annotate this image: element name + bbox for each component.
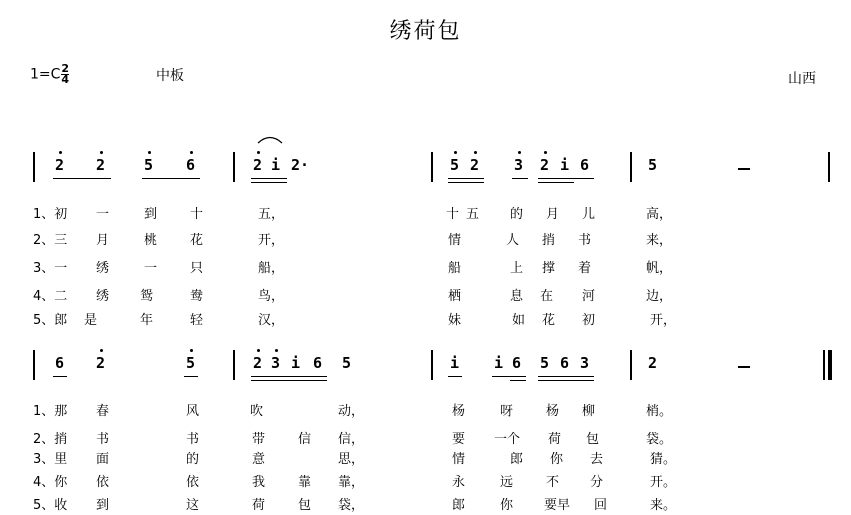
note: 5 [540, 354, 550, 372]
note: 2 [470, 156, 480, 174]
lyric: 的 [186, 452, 200, 467]
note: i [494, 354, 504, 372]
lyric: 荷 [252, 498, 266, 513]
lyric: 一个 [494, 432, 521, 447]
lyric: 汉， [258, 313, 285, 328]
note: 5 [450, 156, 460, 174]
lyric: 栖 [448, 289, 462, 304]
note: 6 [313, 354, 323, 372]
note: 6 [186, 156, 196, 174]
note: 5 [342, 354, 352, 372]
high-dot [190, 151, 193, 154]
lyric: 3、里 [33, 452, 68, 467]
lyric: 息 [510, 289, 524, 304]
note: 2 [540, 156, 550, 174]
barline [828, 152, 830, 182]
dash [738, 168, 750, 170]
lyric: 到 [96, 498, 110, 513]
note: 6 [580, 156, 590, 174]
note: 2 [96, 354, 106, 372]
lyric: 猜。 [650, 452, 677, 467]
lyric: 去 [590, 452, 604, 467]
high-dot [148, 151, 151, 154]
barline [233, 350, 235, 380]
barline [630, 350, 632, 380]
lyric: 书 [186, 432, 200, 447]
note: i [560, 156, 570, 174]
note: 2 [253, 354, 263, 372]
lyric: 远 [500, 475, 514, 490]
lyric: 荷 [548, 432, 562, 447]
high-dot [544, 151, 547, 154]
lyric: 只 [190, 261, 204, 276]
notation-row-2 [0, 346, 851, 386]
lyric: 4、二 [33, 289, 68, 304]
lyric: 杨 [546, 404, 560, 419]
lyric: 年 [140, 313, 154, 328]
lyric: 要 [452, 432, 466, 447]
lyric: 鸯 [190, 289, 204, 304]
note: 2 [253, 156, 263, 174]
lyric: 永 [452, 475, 466, 490]
lyric: 船， [258, 261, 285, 276]
lyric: 如 [512, 313, 526, 328]
lyric: 我 [252, 475, 266, 490]
lyric: 桃 [144, 233, 158, 248]
high-dot [257, 349, 260, 352]
lyric: 1、初 [33, 207, 68, 222]
note: 6 [512, 354, 522, 372]
lyric: 月 [546, 207, 560, 222]
lyric: 3、一 [33, 261, 68, 276]
lyric: 呀 [500, 404, 514, 419]
note: i [271, 156, 281, 174]
lyric: 郎 [510, 452, 524, 467]
lyric: 来， [646, 233, 673, 248]
lyric: 信， [338, 432, 365, 447]
lyric: 五 [466, 207, 480, 222]
note: 3 [514, 156, 524, 174]
lyric: 依 [96, 475, 110, 490]
barline [233, 152, 235, 182]
lyric: 包 [298, 498, 312, 513]
lyric: 情 [448, 233, 462, 248]
underline [538, 380, 594, 381]
lyric: 不 [546, 475, 560, 490]
lyric: 花 [190, 233, 204, 248]
lyric: 梢。 [646, 404, 673, 419]
underline [510, 380, 526, 381]
lyric: 帆， [646, 261, 673, 276]
lyric: 是 [84, 313, 98, 328]
lyric: 十 [190, 207, 204, 222]
lyric: 到 [144, 207, 158, 222]
lyric: 春 [96, 404, 110, 419]
lyric: 开， [650, 313, 677, 328]
time-denominator: 4 [61, 73, 70, 86]
lyric: 人 [506, 233, 520, 248]
key-text: 1=C [30, 66, 61, 83]
lyric: 鸳 [140, 289, 154, 304]
barline [630, 152, 632, 182]
lyric: 动， [338, 404, 365, 419]
lyric: 一 [96, 207, 110, 222]
high-dot [257, 151, 260, 154]
lyric: 袋。 [646, 432, 673, 447]
lyric: 来。 [650, 498, 677, 513]
underline [184, 376, 198, 377]
lyric: 月 [96, 233, 110, 248]
note: 6 [55, 354, 65, 372]
lyric: 靠， [338, 475, 365, 490]
lyric: 吹 [250, 404, 264, 419]
lyric: 书 [96, 432, 110, 447]
lyric: 包 [586, 432, 600, 447]
underline [251, 380, 327, 381]
lyric: 分 [590, 475, 604, 490]
high-dot [275, 349, 278, 352]
high-dot [59, 151, 62, 154]
lyric: 在 [540, 289, 554, 304]
note: 3 [271, 354, 281, 372]
lyric: 2、三 [33, 233, 68, 248]
lyric: 初 [582, 313, 596, 328]
lyric: 你 [550, 452, 564, 467]
underline [251, 376, 327, 377]
final-barline-thick [828, 350, 832, 380]
lyric: 带 [252, 432, 266, 447]
note: 6 [560, 354, 570, 372]
note: 2 [648, 354, 658, 372]
lyric: 你 [500, 498, 514, 513]
tie-slur [257, 134, 283, 144]
underline [538, 376, 594, 377]
note: i [291, 354, 301, 372]
lyric: 信 [298, 432, 312, 447]
underline [448, 182, 484, 183]
lyric: 4、你 [33, 475, 68, 490]
lyric: 轻 [190, 313, 204, 328]
lyric: 绣 [96, 289, 110, 304]
lyric: 十 [446, 207, 460, 222]
lyric: 绣 [96, 261, 110, 276]
underline [538, 182, 574, 183]
lyric: 捎 [542, 233, 556, 248]
note: 5 [144, 156, 154, 174]
lyric: 5、郎 [33, 313, 68, 328]
lyric: 开。 [650, 475, 677, 490]
lyric: 船 [448, 261, 462, 276]
lyric: 鸟， [258, 289, 285, 304]
note: 3 [580, 354, 590, 372]
lyric: 开， [258, 233, 285, 248]
lyric: 花 [542, 313, 556, 328]
high-dot [474, 151, 477, 154]
notation-row-1 [0, 148, 851, 188]
lyric: 面 [96, 452, 110, 467]
lyric: 书 [578, 233, 592, 248]
underline [538, 178, 594, 179]
underline [512, 178, 528, 179]
lyric: 上 [510, 261, 524, 276]
underline [492, 376, 526, 377]
lyric: 2、捎 [33, 432, 68, 447]
time-numerator: 2 [61, 62, 70, 75]
note: i [450, 354, 460, 372]
lyric: 风 [186, 404, 200, 419]
note: 5 [186, 354, 196, 372]
underline [251, 182, 287, 183]
lyric: 河 [582, 289, 596, 304]
dash [738, 366, 750, 368]
tempo-marking: 中板 [156, 68, 184, 84]
lyric: 5、收 [33, 498, 68, 513]
final-barline-thin [823, 350, 825, 380]
lyric: 回 [594, 498, 608, 513]
time-signature [61, 64, 69, 85]
lyric: 郎 [452, 498, 466, 513]
lyric: 这 [186, 498, 200, 513]
high-dot [454, 151, 457, 154]
lyric: 妹 [448, 313, 462, 328]
note: 2· [291, 156, 310, 174]
underline [142, 178, 200, 179]
lyric: 的 [510, 207, 524, 222]
lyric: 柳 [582, 404, 596, 419]
lyric: 着 [578, 261, 592, 276]
region-label: 山西 [788, 71, 816, 87]
lyric: 儿 [582, 207, 596, 222]
barline [431, 152, 433, 182]
lyric: 撑 [542, 261, 556, 276]
note: 2 [55, 156, 65, 174]
song-title: 绣荷包 [389, 19, 462, 44]
barline [431, 350, 433, 380]
lyric: 靠 [298, 475, 312, 490]
underline [251, 178, 287, 179]
lyric: 情 [452, 452, 466, 467]
lyric: 高， [646, 207, 673, 222]
lyric: 思， [338, 452, 365, 467]
underline [448, 178, 484, 179]
high-dot [100, 349, 103, 352]
high-dot [100, 151, 103, 154]
lyric: 五， [258, 207, 285, 222]
underline [448, 376, 462, 377]
underline [53, 376, 67, 377]
lyric: 袋， [338, 498, 365, 513]
key-signature [30, 64, 69, 85]
lyric: 要早 [544, 498, 571, 513]
underline [53, 178, 111, 179]
high-dot [518, 151, 521, 154]
barline [33, 152, 35, 182]
lyric: 1、那 [33, 404, 68, 419]
lyric: 杨 [452, 404, 466, 419]
lyric: 边， [646, 289, 673, 304]
high-dot [190, 349, 193, 352]
lyric: 依 [186, 475, 200, 490]
note: 5 [648, 156, 658, 174]
barline [33, 350, 35, 380]
lyric: 一 [144, 261, 158, 276]
note: 2 [96, 156, 106, 174]
lyric: 意 [252, 452, 266, 467]
